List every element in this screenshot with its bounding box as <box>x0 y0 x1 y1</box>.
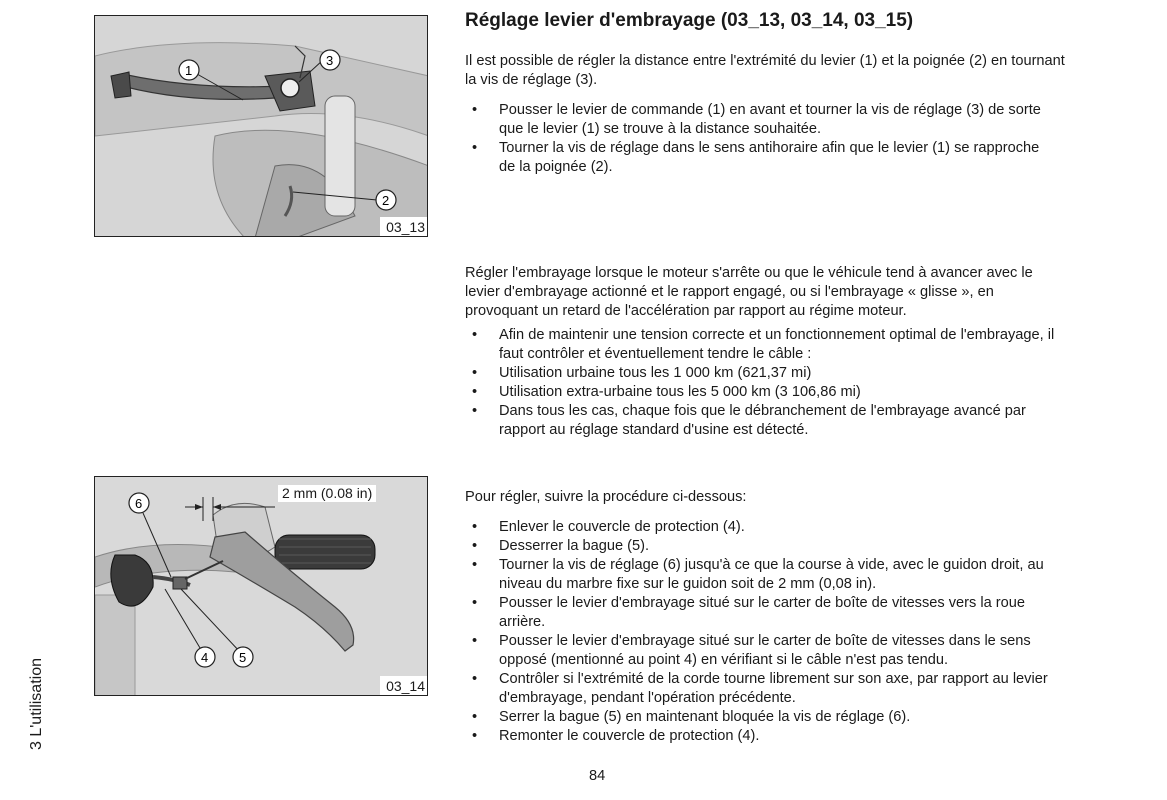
list-item: • Desserrer la bague (5). <box>465 537 1055 556</box>
callout-2 <box>376 190 396 210</box>
intro-paragraph: Il est possible de régler la distance entre l'extrémité du levier (1) et la poignée (2) en tournant la vis de réglage (3). <box>465 53 1065 88</box>
adjustment-list <box>465 101 1055 177</box>
section-title: Réglage levier d'embrayage (03_13, 03_14, 03_15) <box>465 10 914 31</box>
list-item: • Contrôler si l'extrémité de la corde tourne librement sur son axe, par rapport au levier d'embrayage, pendant l'opération précédente. <box>465 670 1055 708</box>
list-item: • Utilisation urbaine tous les 1 000 km (621,37 mi) <box>465 364 1055 383</box>
callout-3-label: 3 <box>326 53 334 68</box>
callout-6-label: 6 <box>135 496 143 511</box>
figure-03-14 <box>94 476 428 696</box>
clutch-lever-illustration <box>95 16 428 237</box>
callout-2-label: 2 <box>382 193 390 208</box>
callout-4 <box>195 647 215 667</box>
callout-4-label: 4 <box>201 650 209 665</box>
figure-caption: 03_14 <box>380 676 427 695</box>
list-item: • Enlever le couvercle de protection (4). <box>465 518 1055 537</box>
page-number: 84 <box>589 768 606 784</box>
callout-5 <box>233 647 253 667</box>
list-item: • Tourner la vis de réglage dans le sens antihoraire afin que le levier (1) se rapproche de la poignée (2). <box>465 139 1055 177</box>
clutch-cable-illustration <box>95 477 428 696</box>
list-item: • Dans tous les cas, chaque fois que le débranchement de l'embrayage avancé par rapport au réglage standard d'usine est détecté. <box>465 402 1055 440</box>
callout-3 <box>320 50 340 70</box>
list-item: • Tourner la vis de réglage (6) jusqu'à ce que la course à vide, avec le guidon droit, au niveau du marbre fixe sur le guidon soit de 2 mm (0,08 in). <box>465 556 1055 594</box>
list-item: • Pousser le levier d'embrayage situé sur le carter de boîte de vitesses vers la roue arrière. <box>465 594 1055 632</box>
clutch-paragraph: Régler l'embrayage lorsque le moteur s'arrête ou que le véhicule tend à avancer avec le levier d'embrayage actionné et le rapport engagé, ou si l'embrayage « glisse », en provoquant un retard de l'accélération par rapport au régime moteur. <box>465 265 1033 319</box>
list-item: • Remonter le couvercle de protection (4). <box>465 727 1055 746</box>
chapter-side-label: 3 L'utilisation <box>28 658 45 750</box>
maintenance-list <box>465 326 1055 440</box>
callout-5-label: 5 <box>239 650 247 665</box>
callout-1-label: 1 <box>185 63 193 78</box>
callout-1 <box>179 60 199 80</box>
callout-6 <box>129 493 149 513</box>
figure-03-13 <box>94 15 428 237</box>
list-item: • Utilisation extra-urbaine tous les 5 000 km (3 106,86 mi) <box>465 383 1055 402</box>
list-item: • Serrer la bague (5) en maintenant bloquée la vis de réglage (6). <box>465 708 1055 727</box>
figure-caption: 03_13 <box>380 217 427 236</box>
procedure-intro: Pour régler, suivre la procédure ci-dessous: <box>465 489 747 505</box>
list-item: • Pousser le levier de commande (1) en avant et tourner la vis de réglage (3) de sorte que le levier (1) se trouve à la distance souhaitée. <box>465 101 1055 139</box>
list-item: • Afin de maintenir une tension correcte et un fonctionnement optimal de l'embrayage, il faut contrôler et éventuellement tendre le câble : <box>465 326 1055 364</box>
procedure-list <box>465 518 1055 746</box>
dimension-label: 2 mm (0.08 in) <box>278 485 376 502</box>
list-item: • Pousser le levier d'embrayage situé sur le carter de boîte de vitesses dans le sens opposé (mentionné au point 4) en vérifiant si le câble n'est pas tendu. <box>465 632 1055 670</box>
